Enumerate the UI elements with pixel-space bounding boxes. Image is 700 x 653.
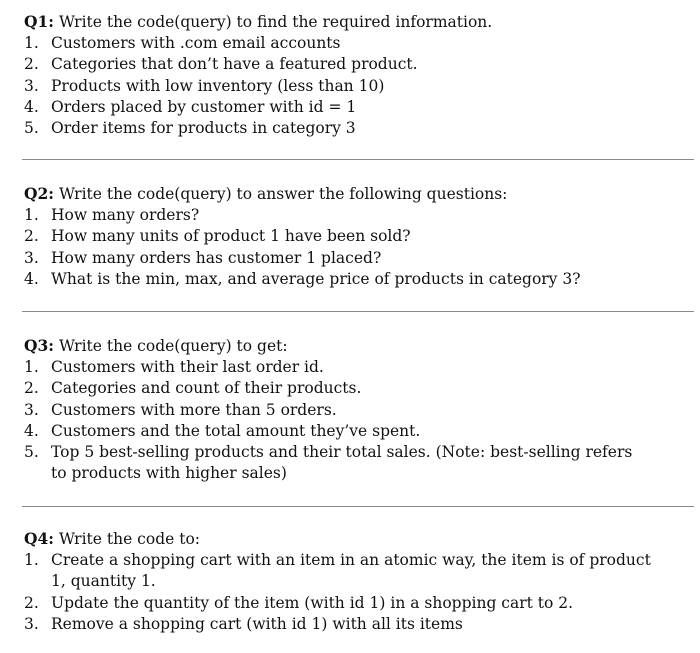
item-number: 5. — [24, 443, 39, 462]
item-number: 4. — [24, 421, 39, 440]
item-text: How many units of product 1 have been sold? — [51, 227, 411, 246]
section-divider — [22, 506, 694, 507]
item-text: Remove a shopping cart (with id 1) with all its items — [51, 614, 463, 633]
question-2 — [24, 183, 674, 290]
list-item — [24, 550, 661, 593]
list-item — [24, 118, 674, 139]
item-number: 2. — [24, 379, 39, 398]
question-4-list — [24, 550, 674, 635]
list-item — [24, 442, 641, 485]
list-item — [24, 33, 674, 54]
item-text: Customers and the total amount they’ve spent. — [51, 421, 421, 440]
question-3-label: Q3: — [24, 336, 55, 355]
question-3 — [24, 335, 674, 485]
item-number: 3. — [24, 400, 39, 419]
section-divider — [22, 159, 694, 160]
list-item — [24, 269, 674, 290]
question-2-heading — [24, 183, 674, 205]
list-item — [24, 593, 674, 614]
item-number: 5. — [24, 119, 39, 138]
question-3-heading — [24, 335, 674, 357]
question-4-heading — [24, 528, 674, 550]
question-2-list — [24, 205, 674, 290]
list-item — [24, 400, 674, 421]
item-number: 2. — [24, 593, 39, 612]
item-text: Order items for products in category 3 — [51, 119, 356, 138]
item-text: Categories that don’t have a featured product. — [51, 55, 418, 74]
question-3-prompt: Write the code(query) to get: — [54, 337, 288, 355]
list-item — [24, 614, 674, 635]
item-number: 3. — [24, 614, 39, 633]
question-4-prompt: Write the code to: — [54, 530, 201, 548]
list-item — [24, 357, 674, 378]
item-number: 1. — [24, 358, 39, 376]
list-item — [24, 226, 674, 247]
question-4-label: Q4: — [24, 529, 55, 548]
item-text: Customers with more than 5 orders. — [51, 400, 337, 419]
section-divider — [22, 311, 694, 312]
item-text: Top 5 best-selling products and their total sales. (Note: best-selling refers to products with higher sales) — [51, 443, 633, 483]
question-1 — [24, 11, 674, 139]
question-4 — [24, 528, 674, 635]
question-1-prompt: Write the code(query) to find the required information. — [54, 13, 493, 31]
list-item — [24, 248, 674, 269]
list-item — [24, 54, 674, 75]
question-2-label: Q2: — [24, 184, 55, 203]
question-1-label: Q1: — [24, 12, 55, 31]
item-number: 4. — [24, 269, 39, 288]
item-number: 1. — [24, 34, 39, 52]
item-text: Customers with their last order id. — [51, 358, 324, 376]
question-2-prompt: Write the code(query) to answer the following questions: — [54, 185, 508, 203]
item-text: Create a shopping cart with an item in an atomic way, the item is of product 1, quantity 1. — [51, 551, 651, 591]
item-number: 3. — [24, 76, 39, 95]
item-text: What is the min, max, and average price of products in category 3? — [51, 269, 581, 288]
item-text: Products with low inventory (less than 10) — [51, 76, 385, 95]
item-number: 1. — [24, 206, 39, 224]
list-item — [24, 421, 674, 442]
item-text: How many orders? — [51, 206, 200, 224]
item-number: 2. — [24, 227, 39, 246]
item-number: 1. — [24, 551, 39, 569]
list-item — [24, 76, 674, 97]
list-item — [24, 97, 674, 118]
item-number: 2. — [24, 55, 39, 74]
question-3-list — [24, 357, 674, 485]
item-number: 3. — [24, 248, 39, 267]
list-item — [24, 378, 674, 399]
item-text: Orders placed by customer with id = 1 — [51, 97, 357, 116]
question-1-list — [24, 33, 674, 139]
list-item — [24, 205, 674, 226]
item-text: Customers with .com email accounts — [51, 34, 341, 52]
question-1-heading — [24, 11, 674, 33]
item-text: How many orders has customer 1 placed? — [51, 248, 382, 267]
item-text: Categories and count of their products. — [51, 379, 362, 398]
item-text: Update the quantity of the item (with id 1) in a shopping cart to 2. — [51, 593, 574, 612]
item-number: 4. — [24, 97, 39, 116]
